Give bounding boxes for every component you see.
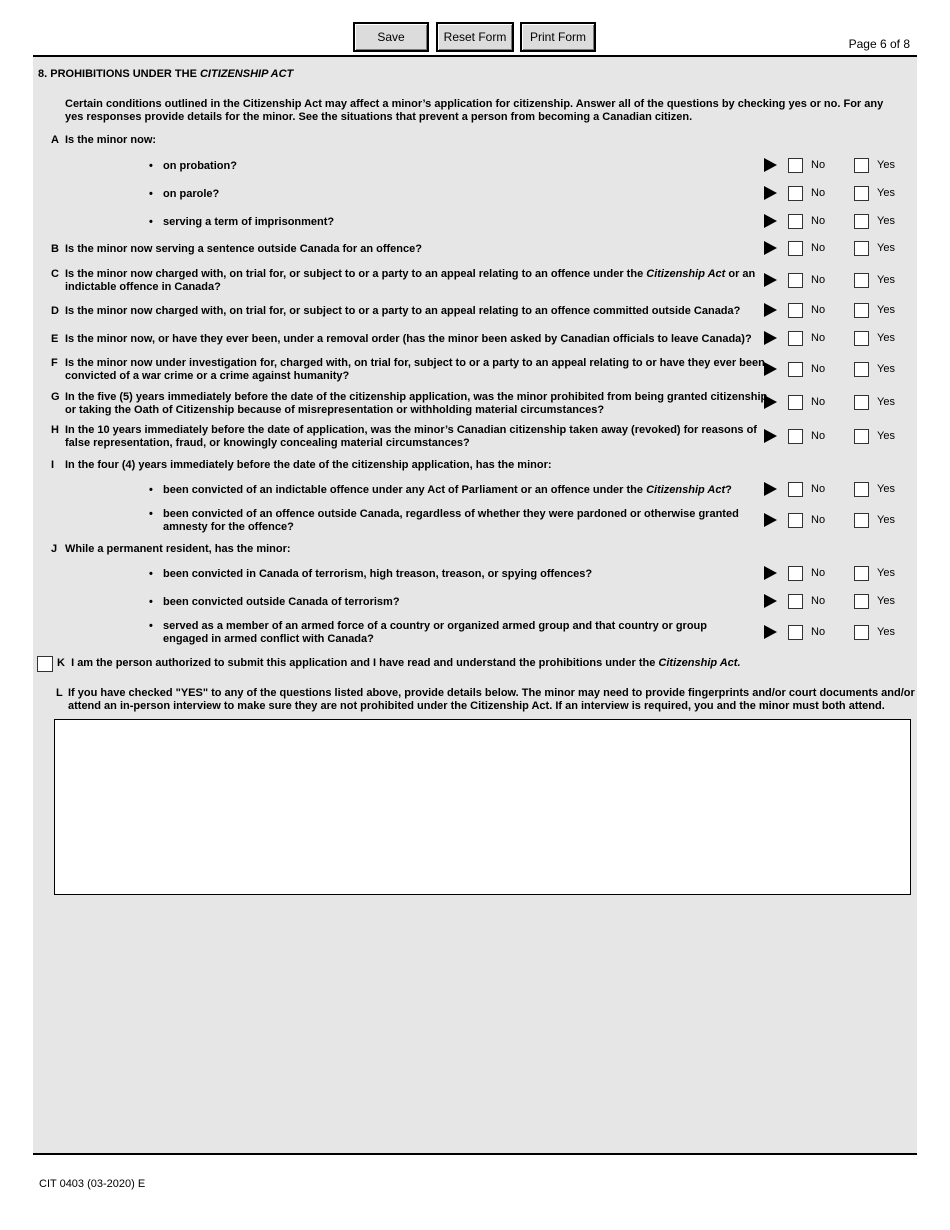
yes-label: Yes (877, 626, 895, 638)
question-k: K I am the person authorized to submit this application and I have read and understand the prohibitions under the Citizenship Act. (57, 657, 741, 669)
j-treason-no-checkbox[interactable] (788, 566, 803, 581)
b-no-checkbox[interactable] (788, 241, 803, 256)
no-label: No (811, 215, 826, 227)
f-no-checkbox[interactable] (788, 362, 803, 377)
question-i-indictable: • been convicted of an indictable offence under any Act of Parliament or an offence under the Citizenship Act? (149, 484, 732, 496)
question-a-imprisonment: • serving a term of imprisonment? (149, 216, 335, 228)
j-terrorism-yes-checkbox[interactable] (854, 594, 869, 609)
yes-label: Yes (877, 363, 895, 375)
details-textarea[interactable] (54, 719, 911, 895)
yes-label: Yes (877, 304, 895, 316)
b-yes-checkbox[interactable] (854, 241, 869, 256)
arrow-icon (764, 158, 777, 172)
print-form-button[interactable]: Print Form (520, 22, 596, 52)
no-label: No (811, 332, 826, 344)
yes-label: Yes (877, 274, 895, 286)
arrow-icon (764, 594, 777, 608)
h-no-checkbox[interactable] (788, 429, 803, 444)
c-no-checkbox[interactable] (788, 273, 803, 288)
arrow-icon (764, 303, 777, 317)
no-label: No (811, 514, 826, 526)
a-imprisonment-no-checkbox[interactable] (788, 214, 803, 229)
a-parole-no-checkbox[interactable] (788, 186, 803, 201)
a-probation-no-checkbox[interactable] (788, 158, 803, 173)
yes-label: Yes (877, 430, 895, 442)
arrow-icon (764, 186, 777, 200)
form-code: CIT 0403 (03-2020) E (39, 1178, 146, 1190)
prohibitions-section (33, 55, 917, 1155)
question-i: I In the four (4) years immediately before the date of the citizenship application, has the minor: (51, 459, 552, 471)
question-a: A Is the minor now: (51, 134, 157, 146)
c-yes-checkbox[interactable] (854, 273, 869, 288)
i-outside-no-checkbox[interactable] (788, 513, 803, 528)
question-h: H In the 10 years immediately before the date of application, was the minor’s Canadian citizenship taken away (revoked) for reasons of false representation, fraud, or knowingly concealing material circumstances? (51, 424, 757, 449)
arrow-icon (764, 241, 777, 255)
yes-label: Yes (877, 332, 895, 344)
save-button[interactable]: Save (353, 22, 429, 52)
question-l: L If you have checked "YES" to any of the questions listed above, provide details below. The minor may need to provide fingerprints and/or court documents and/or attend an in-person interview to make sure they are not prohibited under the Citizenship Act. If an interview is required, you and the minor must both attend. (56, 687, 915, 712)
question-j-treason: • been convicted in Canada of terrorism, high treason, treason, or spying offences? (149, 568, 593, 580)
no-label: No (811, 595, 826, 607)
question-d: D Is the minor now charged with, on trial for, or subject to or a party to an appeal relating to an offence committed outside Canada? (51, 305, 741, 317)
yes-label: Yes (877, 187, 895, 199)
yes-label: Yes (877, 483, 895, 495)
arrow-icon (764, 429, 777, 443)
arrow-icon (764, 566, 777, 580)
arrow-icon (764, 395, 777, 409)
question-c: C Is the minor now charged with, on trial for, or subject to or a party to an appeal relating to an offence under the Citizenship Act or an indictable offence in Canada? (51, 268, 756, 293)
j-armed-force-no-checkbox[interactable] (788, 625, 803, 640)
arrow-icon (764, 273, 777, 287)
section-intro: Certain conditions outlined in the Citizenship Act may affect a minor’s application for citizenship. Answer all of the questions by checking yes or no. For any yes responses provide details for the minor. See the situations that prevent a person from becoming a Canadian citizen. (65, 98, 884, 123)
question-g: G In the five (5) years immediately before the date of the citizenship application, was the minor prohibited from being granted citizenship or taking the Oath of Citizenship because of misrepresentation or withholding material circumstances? (51, 391, 768, 416)
a-probation-yes-checkbox[interactable] (854, 158, 869, 173)
question-j-armed-force: • served as a member of an armed force of a country or organized armed group and that country or group engaged in armed conflict with Canada? (149, 620, 707, 645)
a-imprisonment-yes-checkbox[interactable] (854, 214, 869, 229)
a-parole-yes-checkbox[interactable] (854, 186, 869, 201)
question-e: E Is the minor now, or have they ever been, under a removal order (has the minor been asked by Canadian officials to leave Canada)? (51, 333, 752, 345)
yes-label: Yes (877, 567, 895, 579)
d-no-checkbox[interactable] (788, 303, 803, 318)
no-label: No (811, 396, 826, 408)
yes-label: Yes (877, 242, 895, 254)
arrow-icon (764, 513, 777, 527)
question-a-probation: • on probation? (149, 160, 237, 172)
question-a-parole: • on parole? (149, 188, 220, 200)
g-no-checkbox[interactable] (788, 395, 803, 410)
question-i-outside-canada: • been convicted of an offence outside Canada, regardless of whether they were pardoned or otherwise granted amnesty for the offence? (149, 508, 739, 533)
arrow-icon (764, 331, 777, 345)
yes-label: Yes (877, 595, 895, 607)
no-label: No (811, 187, 826, 199)
i-outside-yes-checkbox[interactable] (854, 513, 869, 528)
arrow-icon (764, 214, 777, 228)
reset-form-button[interactable]: Reset Form (436, 22, 514, 52)
j-armed-force-yes-checkbox[interactable] (854, 625, 869, 640)
i-indictable-yes-checkbox[interactable] (854, 482, 869, 497)
arrow-icon (764, 482, 777, 496)
no-label: No (811, 304, 826, 316)
question-f: F Is the minor now under investigation for, charged with, on trial for, subject to or a party to an appeal relating to or have they ever been convicted of a war crime or a crime against humanity? (51, 357, 765, 382)
e-yes-checkbox[interactable] (854, 331, 869, 346)
question-j: J While a permanent resident, has the minor: (51, 543, 291, 555)
no-label: No (811, 363, 826, 375)
yes-label: Yes (877, 396, 895, 408)
question-j-terrorism: • been convicted outside Canada of terrorism? (149, 596, 400, 608)
i-indictable-no-checkbox[interactable] (788, 482, 803, 497)
question-b: B Is the minor now serving a sentence outside Canada for an offence? (51, 243, 422, 255)
no-label: No (811, 274, 826, 286)
no-label: No (811, 567, 826, 579)
h-yes-checkbox[interactable] (854, 429, 869, 444)
yes-label: Yes (877, 159, 895, 171)
arrow-icon (764, 625, 777, 639)
no-label: No (811, 483, 826, 495)
d-yes-checkbox[interactable] (854, 303, 869, 318)
no-label: No (811, 159, 826, 171)
no-label: No (811, 626, 826, 638)
no-label: No (811, 242, 826, 254)
e-no-checkbox[interactable] (788, 331, 803, 346)
f-yes-checkbox[interactable] (854, 362, 869, 377)
arrow-icon (764, 362, 777, 376)
section-title: 8. PROHIBITIONS UNDER THE CITIZENSHIP ACT (38, 68, 294, 80)
j-terrorism-no-checkbox[interactable] (788, 594, 803, 609)
yes-label: Yes (877, 215, 895, 227)
declaration-checkbox[interactable] (37, 656, 53, 672)
yes-label: Yes (877, 514, 895, 526)
page-number: Page 6 of 8 (848, 37, 910, 51)
no-label: No (811, 430, 826, 442)
j-treason-yes-checkbox[interactable] (854, 566, 869, 581)
g-yes-checkbox[interactable] (854, 395, 869, 410)
